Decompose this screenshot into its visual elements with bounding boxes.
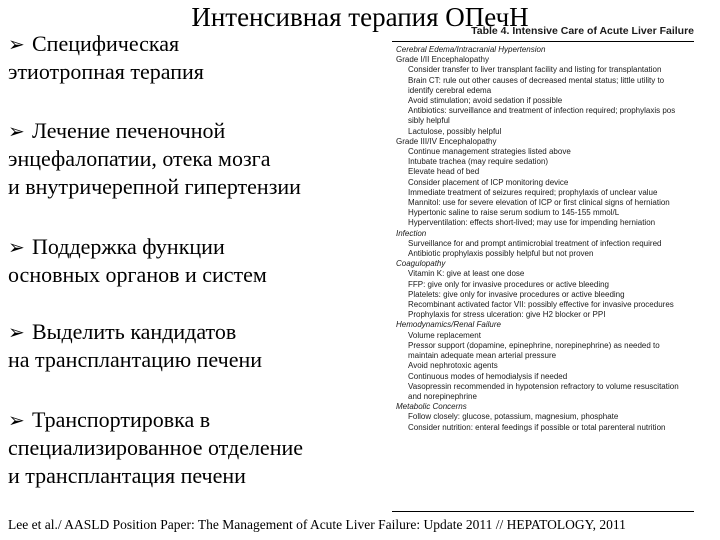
table-row: Consider placement of ICP monitoring device	[408, 177, 569, 187]
table-row: Platelets: give only for invasive procedures or active bleeding	[408, 289, 625, 299]
bullet-line: Выделить кандидатов	[32, 319, 237, 344]
slide-title: Интенсивная терапия ОПечН	[191, 2, 529, 32]
table-row: and norepinephrine	[408, 391, 477, 401]
table-row: Volume replacement	[408, 330, 481, 340]
table-subheading: Grade III/IV Encephalopathy	[396, 136, 497, 146]
bullet-line: Специфическая	[32, 31, 180, 56]
table-section-heading: Hemodynamics/Renal Failure	[396, 320, 501, 330]
table-row: Lactulose, possibly helpful	[408, 126, 502, 136]
bullet-line: на трансплантацию печени	[8, 347, 263, 372]
table-row: Continue management strategies listed above	[408, 147, 571, 157]
table-top-rule	[392, 41, 694, 42]
table-subheading: Grade I/II Encephalopathy	[396, 55, 489, 65]
table-row: maintain adequate mean arterial pressure	[408, 351, 557, 361]
bullet-item	[8, 117, 301, 201]
table-row: FFP: give only for invasive procedures or active bleeding	[408, 279, 609, 289]
table-row: Brain CT: rule out other causes of decreased mental status; little utility to	[408, 75, 665, 85]
bullet-line: и трансплантация печени	[8, 463, 246, 488]
table-row: Hypertonic saline to raise serum sodium to 145-155 mmol/L	[408, 208, 620, 218]
reference-citation: Lee et al./ AASLD Position Paper: The Management of Acute Liver Failure: Update 2011 // HEPATOLOGY, 2011	[8, 517, 626, 532]
bullet-line: Лечение печеночной	[32, 118, 226, 143]
table-row: identify cerebral edema	[408, 85, 492, 95]
table-row: Continuous modes of hemodialysis if needed	[408, 371, 568, 381]
table-rows	[392, 45, 694, 433]
table-section-heading: Coagulopathy	[396, 259, 446, 269]
table-row: Follow closely: glucose, potassium, magnesium, phosphate	[408, 412, 619, 422]
table-row: Elevate head of bed	[408, 167, 480, 177]
table-section-heading: Cerebral Edema/Intracranial Hypertension	[396, 45, 546, 54]
table-row: Mannitol: use for severe elevation of ICP or first clinical signs of herniation	[408, 198, 670, 208]
bullet-line: основных органов и систем	[8, 262, 267, 287]
table-row: Antibiotic prophylaxis possibly helpful but not proven	[408, 249, 594, 259]
table-caption: Table 4. Intensive Care of Acute Liver Failure	[471, 25, 694, 37]
bullet-line: специализированное отделение	[8, 435, 304, 460]
arrow-right-icon: ➢	[8, 408, 25, 432]
table-row: Vitamin K: give at least one dose	[408, 269, 525, 279]
bullet-line: энцефалопатии, отека мозга	[8, 146, 271, 171]
bullet-line: Транспортировка в	[32, 407, 211, 432]
table-section-heading: Metabolic Concerns	[396, 402, 467, 412]
table-row: Hyperventilation: effects short-lived; may use for impending herniation	[408, 218, 656, 228]
arrow-right-icon: ➢	[8, 119, 25, 143]
table-row: Avoid nephrotoxic agents	[408, 361, 498, 371]
table-image	[392, 24, 694, 512]
table-row: Antibiotics: surveillance and treatment of infection required; prophylaxis pos	[408, 106, 676, 116]
table-row: sibly helpful	[408, 116, 450, 126]
table-row: Consider transfer to liver transplant facility and listing for transplantation	[408, 65, 662, 75]
table-row: Recombinant activated factor VII: possibly effective for invasive procedures	[408, 300, 674, 310]
table-row: Intubate trachea (may require sedation)	[408, 157, 549, 167]
table-row: Avoid stimulation; avoid sedation if possible	[408, 96, 563, 106]
bullet-item	[8, 233, 267, 289]
arrow-right-icon: ➢	[8, 320, 25, 344]
table-row: Pressor support (dopamine, epinephrine, norepinephrine) as needed to	[408, 340, 660, 350]
bullet-line: Поддержка функции	[32, 234, 225, 259]
table-row: Prophylaxis for stress ulceration: give H2 blocker or PPI	[408, 310, 606, 320]
bullet-item	[8, 318, 262, 374]
table-bottom-rule	[392, 511, 694, 512]
bullet-item	[8, 406, 303, 490]
arrow-right-icon: ➢	[8, 235, 25, 259]
bullet-line: и внутричерепной гипертензии	[8, 174, 301, 199]
table-section-heading: Infection	[396, 228, 427, 238]
table-row: Immediate treatment of seizures required; prophylaxis of unclear value	[408, 187, 658, 197]
arrow-right-icon: ➢	[8, 32, 25, 56]
bullet-line: этиотропная терапия	[8, 59, 204, 84]
bullet-item	[8, 30, 204, 86]
table-row: Surveillance for and prompt antimicrobial treatment of infection required	[408, 238, 662, 248]
table-row: Vasopressin recommended in hypotension refractory to volume resuscitation	[408, 381, 679, 391]
table-row: Consider nutrition: enteral feedings if possible or total parenteral nutrition	[408, 422, 666, 432]
